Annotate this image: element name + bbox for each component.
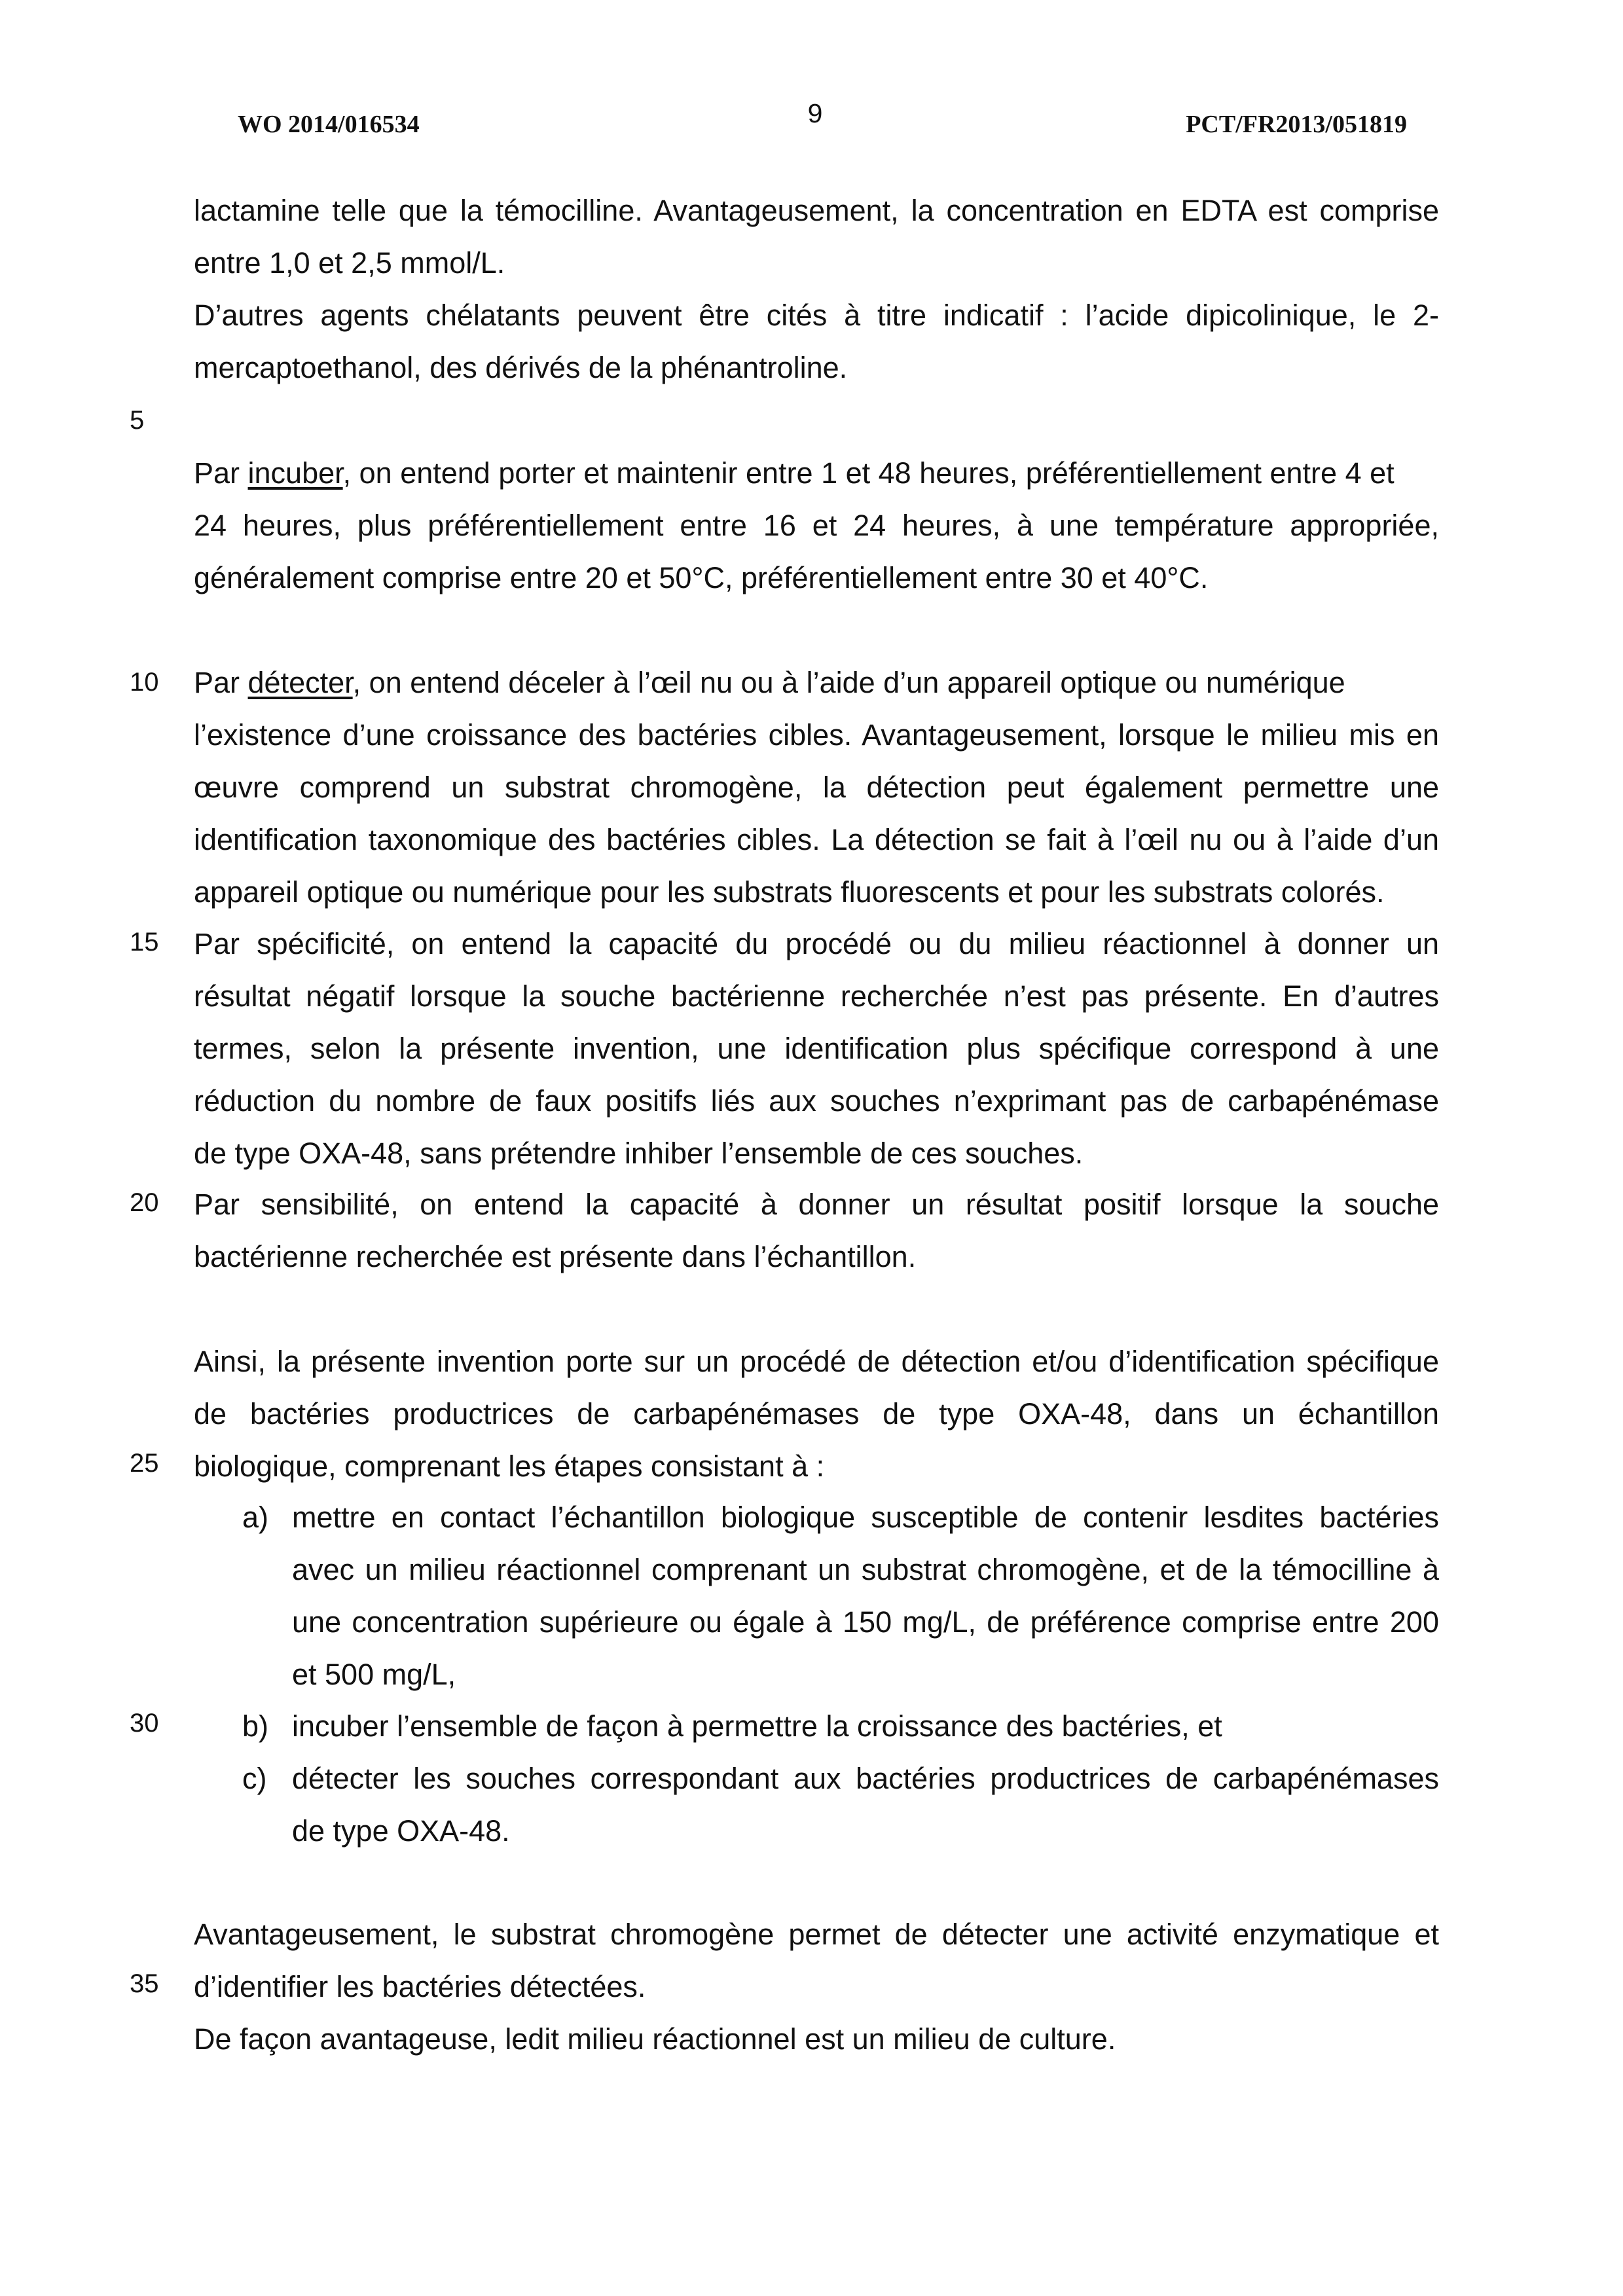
line-number: 5 (130, 406, 145, 435)
publication-number: WO 2014/016534 (238, 111, 420, 138)
body-line: lactamine telle que la témocilline. Avantageusement, la concentration en EDTA est comprise (194, 194, 1439, 227)
body-line: Par incuber, on entend porter et maintenir entre 1 et 48 heures, préférentiellement entre 4 et (194, 456, 1395, 490)
line-number: 30 (130, 1709, 159, 1738)
list-label: b) (242, 1709, 269, 1743)
body-line: bactérienne recherchée est présente dans l’échantillon. (194, 1240, 917, 1273)
defined-term-detecter: détecter (247, 666, 353, 699)
body-line: termes, selon la présente invention, une identification plus spécifique correspond à une (194, 1032, 1439, 1065)
body-line: identification taxonomique des bactéries cibles. La détection se fait à l’œil nu ou à l’aide d’un (194, 823, 1439, 856)
body-line: Par sensibilité, on entend la capacité à donner un résultat positif lorsque la souche (194, 1188, 1439, 1221)
body-line: l’existence d’une croissance des bactéries cibles. Avantageusement, lorsque le milieu mis en (194, 718, 1439, 752)
line-number: 20 (130, 1188, 159, 1217)
body-line: de bactéries productrices de carbapénémases de type OXA-48, dans un échantillon (194, 1397, 1439, 1430)
line-number: 10 (130, 668, 159, 697)
body-line: appareil optique ou numérique pour les substrats fluorescents et pour les substrats colorés. (194, 875, 1385, 909)
page-number: 9 (807, 98, 823, 128)
body-line: De façon avantageuse, ledit milieu réactionnel est un milieu de culture. (194, 2022, 1116, 2056)
body-line: de type OXA-48, sans prétendre inhiber l’ensemble de ces souches. (194, 1137, 1084, 1170)
list-item-line: avec un milieu réactionnel comprenant un substrat chromogène, et de la témocilline à (292, 1553, 1439, 1586)
list-item-line: incuber l’ensemble de façon à permettre la croissance des bactéries, et (292, 1709, 1222, 1743)
body-line: généralement comprise entre 20 et 50°C, préférentiellement entre 30 et 40°C. (194, 561, 1209, 594)
body-line: Ainsi, la présente invention porte sur un procédé de détection et/ou d’identification spécifique (194, 1345, 1439, 1378)
list-item-line: mettre en contact l’échantillon biologique susceptible de contenir lesdites bactéries (292, 1501, 1439, 1534)
body-line: mercaptoethanol, des dérivés de la phénantroline. (194, 351, 848, 384)
line-number: 35 (130, 1969, 159, 1998)
body-line: Par détecter, on entend déceler à l’œil nu ou à l’aide d’un appareil optique ou numérique (194, 666, 1345, 699)
line-number: 25 (130, 1449, 159, 1478)
body-line: 24 heures, plus préférentiellement entre 16 et 24 heures, à une température appropriée, (194, 509, 1439, 542)
body-line: biologique, comprenant les étapes consistant à : (194, 1449, 825, 1483)
body-line: D’autres agents chélatants peuvent être cités à titre indicatif : l’acide dipicolinique, le 2- (194, 299, 1439, 332)
body-line: entre 1,0 et 2,5 mmol/L. (194, 246, 505, 280)
list-item-line: de type OXA-48. (292, 1814, 510, 1848)
list-label: a) (242, 1501, 269, 1534)
line-number: 15 (130, 928, 159, 957)
body-line: œuvre comprend un substrat chromogène, la détection peut également permettre une (194, 771, 1439, 804)
application-number: PCT/FR2013/051819 (1186, 111, 1407, 138)
list-item-line: une concentration supérieure ou égale à 150 mg/L, de préférence comprise entre 200 (292, 1605, 1439, 1639)
body-line: d’identifier les bactéries détectées. (194, 1970, 646, 2003)
body-line: Par spécificité, on entend la capacité du procédé ou du milieu réactionnel à donner un (194, 927, 1439, 960)
list-label: c) (242, 1762, 267, 1795)
body-line: Avantageusement, le substrat chromogène permet de détecter une activité enzymatique et (194, 1918, 1439, 1951)
body-line: résultat négatif lorsque la souche bactérienne recherchée n’est pas présente. En d’autres (194, 979, 1439, 1013)
list-item-line: et 500 mg/L, (292, 1658, 456, 1691)
list-item-line: détecter les souches correspondant aux bactéries productrices de carbapénémases (292, 1762, 1439, 1795)
defined-term-incuber: incuber (247, 456, 343, 490)
body-line: réduction du nombre de faux positifs liés aux souches n’exprimant pas de carbapénémase (194, 1084, 1439, 1118)
